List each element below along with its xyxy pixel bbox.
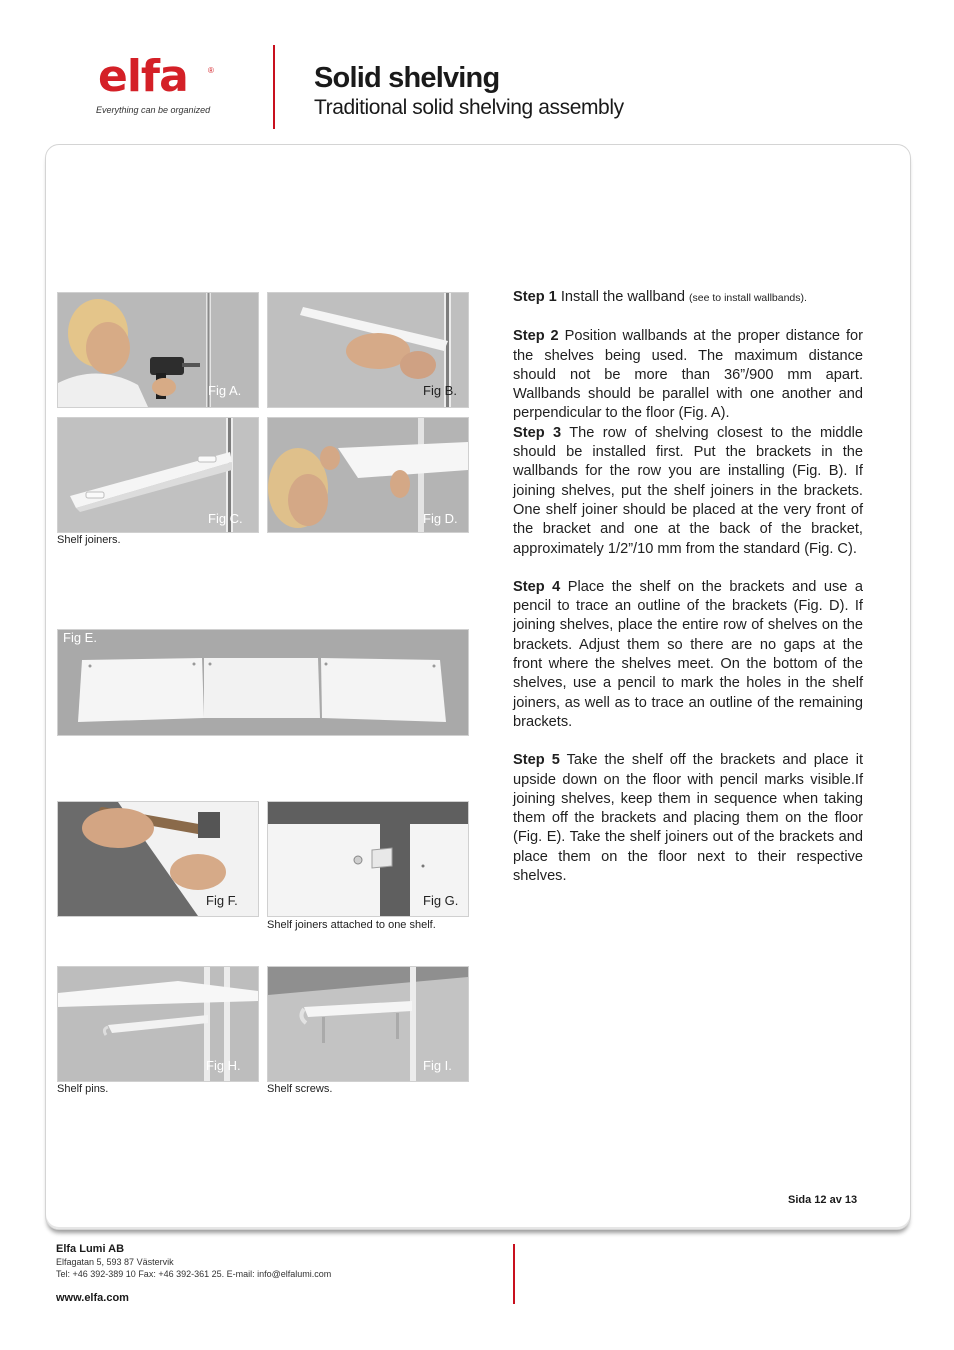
photo-fig-h xyxy=(57,966,259,1082)
fig-d-label: Fig D. xyxy=(423,511,458,526)
step-4 xyxy=(513,578,863,732)
footer-divider xyxy=(513,1244,515,1304)
fig-f-label: Fig F. xyxy=(206,893,238,908)
photo-fig-f xyxy=(57,801,259,917)
page-subtitle: Traditional solid shelving assembly xyxy=(314,96,624,119)
step-4-text: Place the shelf on the brackets and use a pencil to trace an outline of the brackets (Fig. D). If joining shelves, place the entire row of shelves on the brackets. Adjust them so there are no gaps at the front where the shelves meet. On the bottom of the shelves, use a pencil to mark the holes in the shelf joiners, as well as to trace an outline of the remaining brackets. xyxy=(513,578,864,730)
footer-website-link[interactable]: www.elfa.com xyxy=(56,1292,129,1304)
page-number: Sida 12 av 13 xyxy=(788,1194,858,1206)
footer-company: Elfa Lumi AB xyxy=(56,1243,125,1255)
fig-b-label: Fig B. xyxy=(423,383,457,398)
shelves-on-floor-illustration xyxy=(58,630,468,735)
step-2 xyxy=(513,327,863,423)
step-1 xyxy=(513,288,863,308)
caption-fig-g: Shelf joiners attached to one shelf. xyxy=(267,919,436,931)
photo-fig-c xyxy=(57,417,259,533)
step-1-text: Install the wallband xyxy=(556,289,690,305)
page-title: Solid shelving xyxy=(314,62,500,94)
elfa-logo: elfa xyxy=(98,51,188,102)
fig-e-label: Fig E. xyxy=(63,630,97,645)
caption-fig-c: Shelf joiners. xyxy=(57,534,121,546)
photo-fig-d xyxy=(267,417,469,533)
photo-fig-a xyxy=(57,292,259,408)
fig-c-label: Fig C. xyxy=(208,511,243,526)
footer-contact: Tel: +46 392-389 10 Fax: +46 392-361 25. E-mail: info@elfalumi.com xyxy=(56,1269,332,1279)
fig-i-label: Fig I. xyxy=(423,1058,452,1073)
step-1-label: Step 1 xyxy=(513,289,557,305)
step-2-label: Step 2 xyxy=(513,328,559,345)
photo-fig-b xyxy=(267,292,469,408)
logo-tagline: Everything can be organized xyxy=(96,105,211,115)
assembly-steps xyxy=(513,288,863,905)
step-4-label: Step 4 xyxy=(513,578,561,595)
step-5 xyxy=(513,751,863,886)
photo-fig-e xyxy=(57,629,469,736)
step-1-note: (see to install wallbands). xyxy=(689,292,807,304)
caption-fig-i: Shelf screws. xyxy=(267,1083,333,1095)
step-3-label: Step 3 xyxy=(513,424,562,441)
step-3 xyxy=(513,424,863,559)
step-2-text: Position wallbands at the proper distance for the shelves being used. The maximum distance should not be more than 36”/900 mm apart. Wallbands should be parallel with one another and perpendicular to the floor (Fig. A). xyxy=(513,328,864,422)
step-5-text: Take the shelf off the brackets and place it upside down on the floor with pencil marks visible.If joining shelves, keep them in sequence when taking them off the brackets and placing them on the floor (Fig. E). Take the shelf joiners out of the brackets and place them on the floor next to their respective shelves. xyxy=(513,752,864,885)
fig-h-label: Fig H. xyxy=(206,1058,241,1073)
step-5-label: Step 5 xyxy=(513,752,560,769)
fig-a-label: Fig A. xyxy=(208,383,242,398)
photo-fig-i xyxy=(267,966,469,1082)
photo-fig-g xyxy=(267,801,469,917)
header-divider xyxy=(273,45,275,129)
registered-mark: ® xyxy=(208,66,214,75)
footer-address: Elfagatan 5, 593 87 Västervik xyxy=(56,1257,174,1267)
step-3-text: The row of shelving closest to the middle should be installed first. Put the brackets in the wallbands for the row you are installing (Fig. B). If joining shelves, put the shelf joiners in the brackets. One shelf joiner should be placed at the very front of the bracket and one at the back of the bracket, approximately 1/2”/10 mm from the standard (Fig. C). xyxy=(513,424,864,557)
fig-g-label: Fig G. xyxy=(423,893,459,908)
caption-fig-h: Shelf pins. xyxy=(57,1083,109,1095)
